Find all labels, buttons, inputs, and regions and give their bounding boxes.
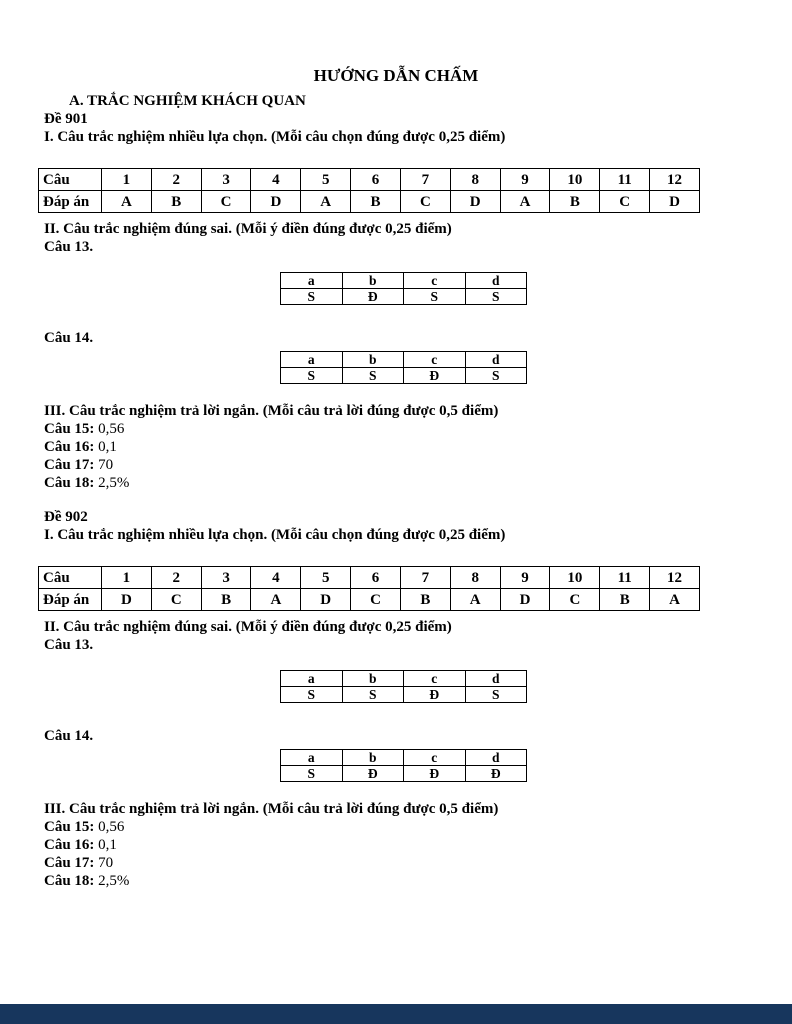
part2-heading: II. Câu trắc nghiệm đúng sai. (Mỗi ý điền đúng được 0,25 điểm) (44, 619, 452, 635)
multiple-choice-answer-table (38, 566, 700, 611)
mc-number-cell: 12 (650, 169, 700, 191)
mc-number-cell: 4 (251, 567, 301, 589)
tf-header-cell: a (281, 273, 343, 289)
tf-header-cell: d (465, 750, 527, 766)
mc-answer-cell: D (251, 191, 301, 213)
question-14-label: Câu 14. (44, 330, 94, 346)
tf-value-cell: S (281, 368, 343, 384)
de-label: Đề 902 (44, 509, 88, 525)
answer-value: 0,56 (98, 819, 125, 835)
mc-number-cell: 2 (151, 169, 201, 191)
de-label: Đề 901 (44, 111, 88, 127)
mc-number-row (39, 567, 700, 589)
mc-number-cell: 10 (550, 567, 600, 589)
mc-number-cell: 9 (500, 169, 550, 191)
mc-number-cell: 3 (201, 169, 251, 191)
mc-row-label: Đáp án (39, 191, 102, 213)
part1-heading: I. Câu trắc nghiệm nhiều lựa chọn. (Mỗi câu chọn đúng được 0,25 điểm) (44, 129, 506, 145)
question-label: Câu 16: (44, 439, 95, 455)
short-answer-line (44, 456, 748, 474)
mc-number-cell: 8 (450, 169, 500, 191)
exam-block-902 (44, 508, 748, 890)
tf-header-cell: d (465, 273, 527, 289)
answer-value: 0,1 (98, 837, 117, 853)
window-bottom-bar (0, 1004, 792, 1024)
part3-heading: III. Câu trắc nghiệm trả lời ngắn. (Mỗi câu trả lời đúng được 0,5 điểm) (44, 403, 499, 419)
mc-answer-cell: B (400, 589, 450, 611)
true-false-table-q13 (280, 670, 527, 703)
tf-value-row (281, 766, 527, 782)
mc-answer-cell: A (450, 589, 500, 611)
tf-header-cell: b (342, 750, 404, 766)
question-label: Câu 18: (44, 475, 95, 491)
mc-answer-cell: B (201, 589, 251, 611)
tf-value-row (281, 289, 527, 305)
tf-value-cell: S (281, 766, 343, 782)
short-answer-line (44, 872, 748, 890)
tf-header-row (281, 750, 527, 766)
mc-number-cell: 11 (600, 567, 650, 589)
part1-heading: I. Câu trắc nghiệm nhiều lựa chọn. (Mỗi câu chọn đúng được 0,25 điểm) (44, 527, 506, 543)
mc-answer-cell: C (550, 589, 600, 611)
mc-number-cell: 7 (400, 169, 450, 191)
tf-value-cell: S (465, 687, 527, 703)
mc-number-cell: 1 (102, 169, 152, 191)
mc-answer-cell: B (351, 191, 401, 213)
answer-value: 0,1 (98, 439, 117, 455)
tf-value-row (281, 687, 527, 703)
tf-header-cell: a (281, 352, 343, 368)
mc-answer-cell: C (400, 191, 450, 213)
mc-number-cell: 1 (102, 567, 152, 589)
true-false-table-q14 (280, 351, 527, 384)
mc-number-cell: 5 (301, 567, 351, 589)
tf-value-cell: S (342, 687, 404, 703)
tf-value-cell: Đ (404, 687, 466, 703)
mc-answer-cell: C (151, 589, 201, 611)
true-false-table-q13 (280, 272, 527, 305)
question-label: Câu 17: (44, 855, 95, 871)
section-a-heading: A. TRẮC NGHIỆM KHÁCH QUAN (69, 93, 306, 109)
tf-value-cell: S (465, 289, 527, 305)
question-13-label: Câu 13. (44, 239, 94, 255)
part2-heading: II. Câu trắc nghiệm đúng sai. (Mỗi ý điền đúng được 0,25 điểm) (44, 221, 452, 237)
short-answer-line (44, 438, 748, 456)
mc-answer-cell: C (351, 589, 401, 611)
mc-answer-cell: D (301, 589, 351, 611)
tf-value-cell: S (404, 289, 466, 305)
mc-answer-cell: D (500, 589, 550, 611)
mc-answer-cell: A (251, 589, 301, 611)
mc-number-cell: 12 (650, 567, 700, 589)
tf-value-cell: Đ (404, 766, 466, 782)
tf-header-cell: c (404, 273, 466, 289)
mc-number-cell: 8 (450, 567, 500, 589)
tf-header-cell: d (465, 671, 527, 687)
mc-answer-cell: D (650, 191, 700, 213)
tf-header-cell: b (342, 352, 404, 368)
mc-answer-cell: B (550, 191, 600, 213)
answer-value: 70 (98, 855, 114, 871)
answer-value: 0,56 (98, 421, 125, 437)
tf-header-cell: a (281, 750, 343, 766)
mc-answer-cell: D (102, 589, 152, 611)
mc-answer-cell: B (600, 589, 650, 611)
mc-answer-cell: B (151, 191, 201, 213)
question-label: Câu 17: (44, 457, 95, 473)
tf-value-cell: S (465, 368, 527, 384)
tf-header-cell: b (342, 671, 404, 687)
tf-header-cell: c (404, 352, 466, 368)
tf-value-cell: Đ (342, 766, 404, 782)
question-label: Câu 18: (44, 873, 95, 889)
mc-number-cell: 10 (550, 169, 600, 191)
mc-answer-cell: A (650, 589, 700, 611)
tf-header-cell: c (404, 671, 466, 687)
tf-header-row (281, 671, 527, 687)
mc-answer-cell: A (301, 191, 351, 213)
tf-value-cell: S (281, 289, 343, 305)
mc-number-cell: 9 (500, 567, 550, 589)
mc-answer-row (39, 191, 700, 213)
mc-number-cell: 6 (351, 567, 401, 589)
short-answer-line (44, 854, 748, 872)
question-14-label: Câu 14. (44, 728, 94, 744)
tf-header-cell: c (404, 750, 466, 766)
mc-answer-cell: D (450, 191, 500, 213)
mc-row-label: Câu (39, 567, 102, 589)
short-answer-line (44, 818, 748, 836)
multiple-choice-answer-table (38, 168, 700, 213)
mc-number-cell: 6 (351, 169, 401, 191)
mc-number-cell: 3 (201, 567, 251, 589)
part3-heading: III. Câu trắc nghiệm trả lời ngắn. (Mỗi câu trả lời đúng được 0,5 điểm) (44, 801, 499, 817)
tf-value-cell: Đ (465, 766, 527, 782)
question-label: Câu 15: (44, 421, 95, 437)
mc-number-cell: 7 (400, 567, 450, 589)
true-false-table-q14 (280, 749, 527, 782)
short-answer-line (44, 836, 748, 854)
tf-header-cell: d (465, 352, 527, 368)
tf-value-cell: Đ (404, 368, 466, 384)
tf-value-cell: S (281, 687, 343, 703)
mc-answer-row (39, 589, 700, 611)
question-label: Câu 15: (44, 819, 95, 835)
document-title: HƯỚNG DẪN CHẤM (313, 66, 479, 85)
tf-value-cell: S (342, 368, 404, 384)
exam-block-901 (44, 110, 748, 492)
mc-number-cell: 4 (251, 169, 301, 191)
tf-value-row (281, 368, 527, 384)
answer-value: 70 (98, 457, 114, 473)
tf-header-cell: a (281, 671, 343, 687)
mc-number-row (39, 169, 700, 191)
tf-header-cell: b (342, 273, 404, 289)
mc-number-cell: 2 (151, 567, 201, 589)
tf-value-cell: Đ (342, 289, 404, 305)
mc-number-cell: 11 (600, 169, 650, 191)
short-answer-line (44, 474, 748, 492)
tf-header-row (281, 273, 527, 289)
mc-answer-cell: C (600, 191, 650, 213)
mc-row-label: Câu (39, 169, 102, 191)
answer-value: 2,5% (98, 873, 130, 889)
question-label: Câu 16: (44, 837, 95, 853)
mc-answer-cell: A (102, 191, 152, 213)
answer-value: 2,5% (98, 475, 130, 491)
mc-row-label: Đáp án (39, 589, 102, 611)
mc-number-cell: 5 (301, 169, 351, 191)
mc-answer-cell: C (201, 191, 251, 213)
question-13-label: Câu 13. (44, 637, 94, 653)
short-answer-line (44, 420, 748, 438)
mc-answer-cell: A (500, 191, 550, 213)
tf-header-row (281, 352, 527, 368)
